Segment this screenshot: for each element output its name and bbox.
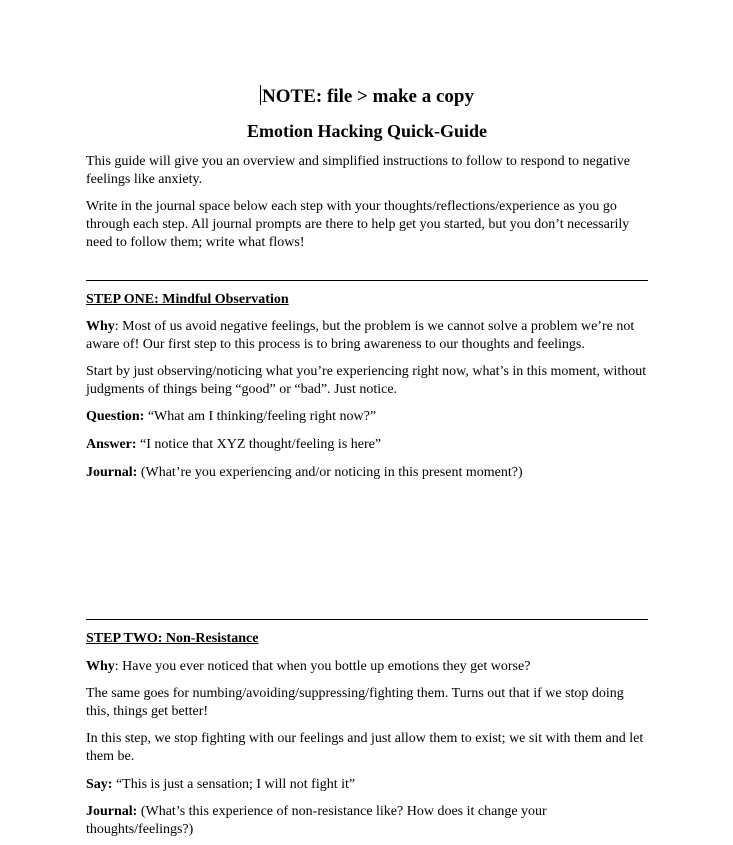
step-two-same: The same goes for numbing/avoiding/suppressing/fighting them. Turns out that if we stop doing this, things get better! [86, 686, 624, 719]
answer-text: “I notice that XYZ thought/feeling is here” [136, 437, 382, 452]
step-one-heading: STEP ONE: Mindful Observation [86, 292, 289, 307]
say-text: “This is just a sensation; I will not fight it” [112, 777, 356, 792]
journal-prompt: (What’s this experience of non-resistance like? How does it change your thoughts/feelings?) [86, 804, 547, 837]
step-one-journal [86, 464, 648, 482]
step-one-answer [86, 436, 648, 454]
step-two-journal [86, 803, 648, 839]
question-text: “What am I thinking/feeling right now?” [144, 409, 377, 424]
document-title: Emotion Hacking Quick-Guide [246, 121, 488, 141]
intro-paragraph-2: Write in the journal space below each step with your thoughts/reflections/experience as you go through each step. All journal prompts are there to help get you started, but you don’t necessarily need to follow them; write what flows! [86, 199, 630, 250]
journal-label: Journal: [86, 465, 138, 480]
why-text: : Have you ever noticed that when you bottle up emotions they get worse? [114, 659, 531, 674]
section-divider [86, 280, 648, 281]
why-text: : Most of us avoid negative feelings, but the problem is we cannot solve a problem we’re not aware of! Our first step to this process is to bring awareness to our thoughts and feelings. [86, 319, 635, 352]
journal-label: Journal: [86, 804, 138, 819]
copy-note [86, 85, 648, 109]
step-one-start: Start by just observing/noticing what you’re experiencing right now, what’s in this moment, without judgments of things being “good” or “bad”. Just notice. [86, 364, 647, 397]
step-one-question [86, 408, 648, 426]
section-divider [86, 619, 648, 620]
answer-label: Answer: [86, 437, 137, 452]
why-label: Why [86, 659, 115, 674]
why-label: Why [86, 319, 115, 334]
question-label: Question: [86, 409, 145, 424]
step-two-heading: STEP TWO: Non-Resistance [86, 631, 259, 646]
step-two-say [86, 776, 648, 794]
journal-prompt: (What’re you experiencing and/or noticing in this present moment?) [137, 465, 523, 480]
step-two-why [86, 658, 648, 676]
step-two-instruction: In this step, we stop fighting with our feelings and just allow them to exist; we sit with them and let them be. [86, 731, 644, 764]
intro-paragraph-1: This guide will give you an overview and simplified instructions to follow to respond to negative feelings like anxiety. [86, 154, 630, 187]
copy-note-text: NOTE: file > make a copy [262, 86, 474, 107]
step-one-why [86, 318, 648, 354]
text-cursor [260, 85, 261, 105]
say-label: Say: [86, 777, 113, 792]
